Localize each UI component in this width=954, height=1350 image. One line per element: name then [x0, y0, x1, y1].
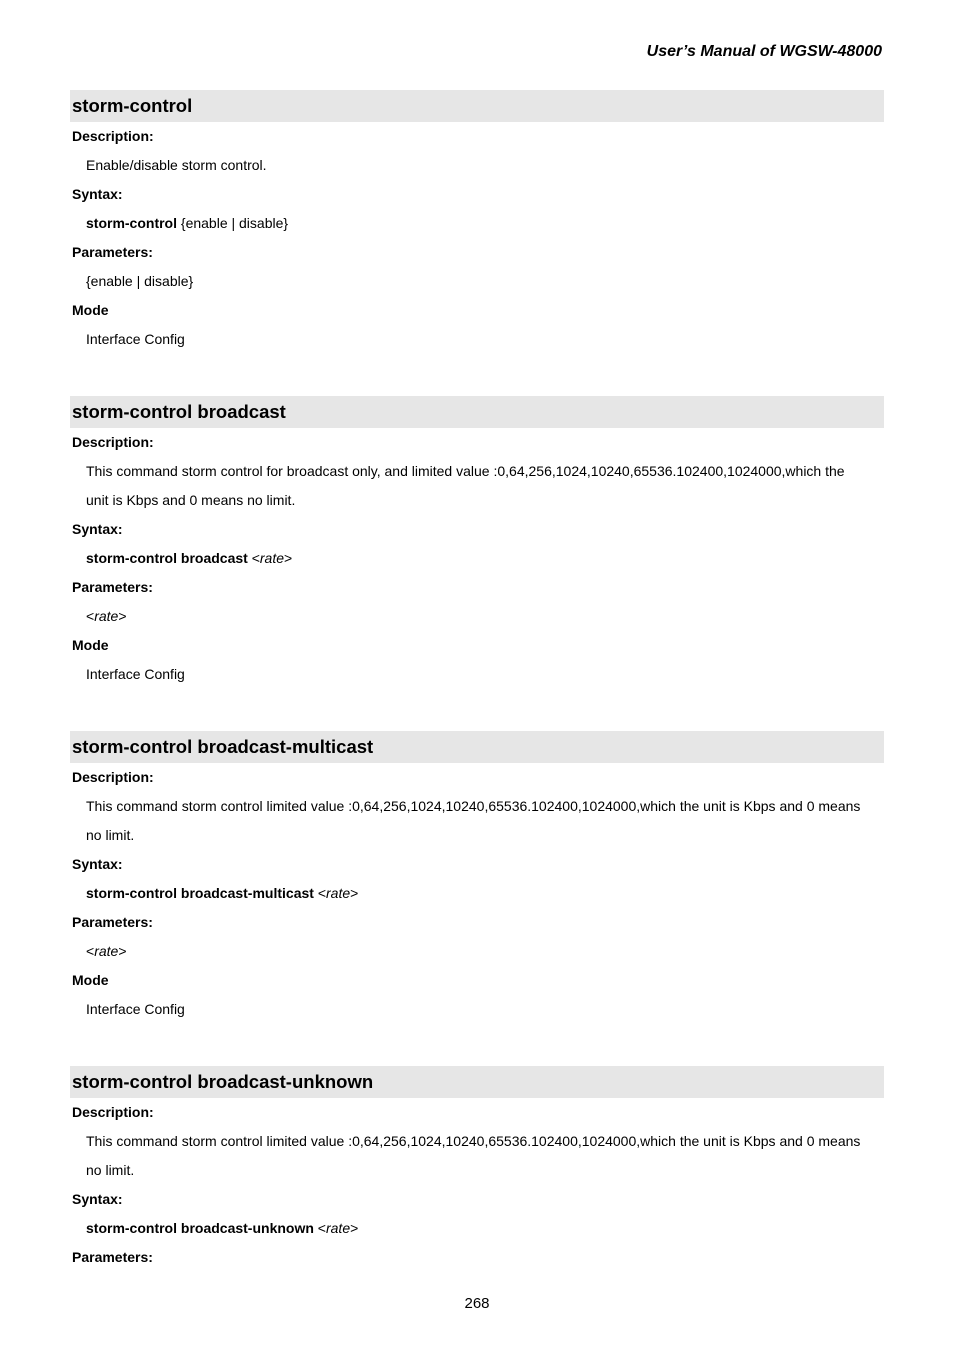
description-text: no limit. — [86, 1162, 135, 1178]
syntax-args-close: > — [350, 885, 359, 901]
description-label: Description: — [72, 1104, 154, 1120]
syntax-command: storm-control broadcast-unknown — [86, 1220, 314, 1236]
description-text: unit is Kbps and 0 means no limit. — [86, 492, 296, 508]
section-storm-control-broadcast-unknown — [70, 1066, 884, 1272]
param-open: < — [86, 943, 95, 959]
parameters-value — [70, 937, 884, 966]
description-text: Enable/disable storm control. — [86, 157, 267, 173]
syntax-args-open: < — [313, 885, 327, 901]
syntax-args-open: < — [247, 550, 260, 566]
section-title: storm-control — [70, 90, 884, 122]
parameters-label: Parameters: — [72, 244, 153, 260]
syntax-arg-rate: rate — [326, 885, 351, 901]
mode-value: Interface Config — [86, 331, 185, 347]
section-storm-control-broadcast — [70, 396, 884, 689]
mode-label: Mode — [72, 972, 109, 988]
syntax-line — [70, 544, 884, 573]
param-close: > — [118, 608, 127, 624]
parameters-value — [70, 602, 884, 631]
syntax-command: storm-control broadcast — [86, 550, 248, 566]
section-title: storm-control broadcast — [70, 396, 884, 428]
parameters-label: Parameters: — [72, 1249, 153, 1265]
mode-value: Interface Config — [86, 1001, 185, 1017]
param-rate: rate — [94, 608, 119, 624]
syntax-args-close: > — [350, 1220, 359, 1236]
syntax-args-close: > — [284, 550, 293, 566]
parameters-value: {enable | disable} — [86, 273, 194, 289]
param-open: < — [86, 608, 95, 624]
section-title: storm-control broadcast-unknown — [70, 1066, 884, 1098]
description-label: Description: — [72, 769, 154, 785]
description-label: Description: — [72, 128, 154, 144]
description-text: This command storm control limited value :0,64,256,1024,10240,65536.102400,1024000,which the unit is Kbps and 0 means — [86, 798, 861, 814]
syntax-command: storm-control — [86, 215, 177, 231]
section-storm-control-broadcast-multicast — [70, 731, 884, 1024]
syntax-line — [70, 879, 884, 908]
running-header: User’s Manual of WGSW-48000 — [646, 43, 882, 60]
syntax-label: Syntax: — [72, 1191, 123, 1207]
description-text: This command storm control for broadcast only, and limited value :0,64,256,1024,10240,65536.102400,1024000,which the — [86, 463, 845, 479]
syntax-args-open: < — [313, 1220, 326, 1236]
syntax-command: storm-control broadcast-multicast — [86, 885, 314, 901]
param-rate: rate — [94, 943, 119, 959]
parameters-label: Parameters: — [72, 579, 153, 595]
syntax-label: Syntax: — [72, 521, 123, 537]
syntax-arg-rate: rate — [259, 550, 285, 566]
description-label: Description: — [72, 434, 154, 450]
page-number: 268 — [464, 1295, 490, 1312]
mode-label: Mode — [72, 637, 109, 653]
section-storm-control — [70, 90, 884, 354]
syntax-args: {enable | disable} — [177, 215, 289, 231]
section-title: storm-control broadcast-multicast — [70, 731, 884, 763]
syntax-label: Syntax: — [72, 186, 123, 202]
mode-label: Mode — [72, 302, 109, 318]
param-close: > — [118, 943, 127, 959]
description-text: no limit. — [86, 827, 135, 843]
description-text: This command storm control limited value :0,64,256,1024,10240,65536.102400,1024000,which the unit is Kbps and 0 means — [86, 1133, 861, 1149]
syntax-line — [70, 209, 884, 238]
mode-value: Interface Config — [86, 666, 185, 682]
parameters-label: Parameters: — [72, 914, 153, 930]
syntax-line — [70, 1214, 884, 1243]
syntax-arg-rate: rate — [325, 1220, 351, 1236]
syntax-label: Syntax: — [72, 856, 123, 872]
